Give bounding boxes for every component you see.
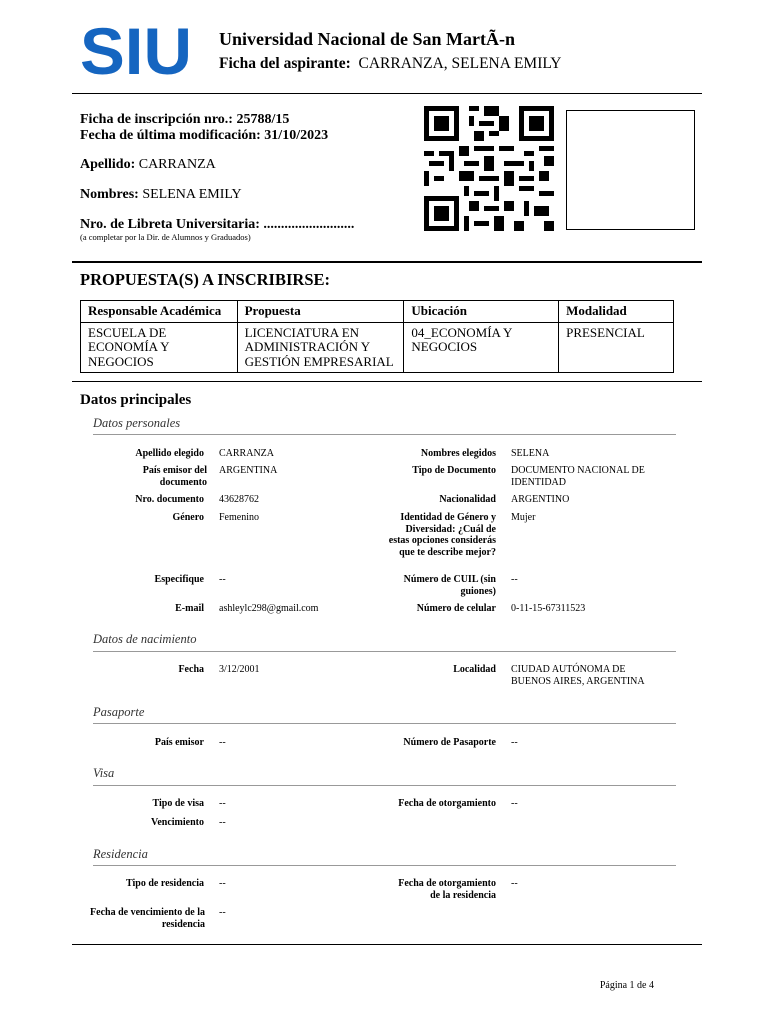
field-label: Especifique: [154, 574, 204, 585]
field-label: Nro. documento: [135, 494, 204, 505]
field-value: --: [219, 574, 226, 585]
section-title-visa: Visa: [93, 766, 115, 780]
field-value: SELENA: [511, 448, 550, 459]
section-divider: [93, 723, 676, 724]
field-value: --: [219, 737, 226, 748]
divider: [72, 944, 702, 945]
nombres-value: SELENA EMILY: [142, 187, 242, 202]
section-title-nacimiento: Datos de nacimiento: [93, 632, 197, 646]
table-cell: PRESENCIAL: [559, 323, 674, 373]
ficha-label: Ficha del aspirante:: [219, 55, 351, 72]
applicant-name: CARRANZA, SELENA EMILY: [358, 55, 562, 72]
field-value: Femenino: [219, 512, 259, 523]
propuestas-title: PROPUESTA(S) A INSCRIBIRSE:: [80, 270, 330, 289]
field-value: --: [219, 878, 226, 889]
libreta-line: Nro. de Libreta Universitaria: ..........................: [80, 217, 355, 232]
field-label: Vencimiento: [151, 817, 204, 828]
field-value: 3/12/2001: [219, 664, 260, 675]
field-value: --: [511, 574, 518, 585]
email-value: ashleylc298@gmail.com: [219, 603, 319, 614]
field-label: Género: [172, 512, 204, 523]
divider: [72, 93, 702, 94]
libreta-note: (a completar por la Dir. de Alumnos y Graduados): [80, 232, 251, 242]
column-header: Propuesta: [237, 301, 404, 323]
nombres-label: Nombres:: [80, 187, 139, 202]
nombres-line: [80, 187, 242, 203]
field-label: Número de CUIL (sin guiones): [403, 574, 496, 597]
table-header-row: [81, 301, 674, 323]
table-cell: 04_ECONOMÍA Y NEGOCIOS: [404, 323, 559, 373]
field-label: Tipo de residencia: [126, 878, 204, 889]
table-cell: LICENCIATURA EN ADMINISTRACIÓN Y GESTIÓN EMPRESARIAL: [237, 323, 404, 373]
field-value: --: [219, 907, 226, 918]
section-divider: [93, 651, 676, 652]
section-divider: [93, 865, 676, 866]
field-label: Fecha de vencimiento de la residencia: [90, 907, 205, 930]
field-label: Tipo de Documento: [412, 465, 496, 476]
field-value: ARGENTINO: [511, 494, 570, 505]
column-header: Responsable Académica: [81, 301, 238, 323]
field-value: CIUDAD AUTÓNOMA DE BUENOS AIRES, ARGENTINA: [511, 664, 645, 687]
divider: [72, 381, 702, 382]
field-label: País emisor del documento: [142, 465, 207, 488]
section-divider: [93, 434, 676, 435]
section-divider: [93, 785, 676, 786]
datos-principales-title: Datos principales: [80, 392, 192, 408]
field-label: Apellido elegido: [135, 448, 204, 459]
field-label: Tipo de visa: [152, 798, 204, 809]
field-label: Identidad de Género y Diversidad: ¿Cuál de estas opciones considerás que te describe mejor?: [388, 512, 496, 558]
field-label: Fecha: [178, 664, 204, 675]
section-title-residencia: Residencia: [93, 847, 148, 861]
siu-logo: [80, 24, 192, 78]
last-modified: Fecha de última modificación: 31/10/2023: [80, 128, 329, 143]
column-header: Modalidad: [559, 301, 674, 323]
field-label: Número de celular: [416, 603, 496, 614]
section-title-personales: Datos personales: [93, 416, 181, 430]
photo-box: [566, 110, 695, 230]
field-value: CARRANZA: [219, 448, 275, 459]
table-row: [81, 323, 674, 373]
apellido-label: Apellido:: [80, 157, 136, 172]
field-label: E-mail: [175, 603, 204, 614]
field-label: Localidad: [453, 664, 496, 675]
qr-code: [424, 106, 554, 231]
field-value: 43628762: [219, 494, 259, 505]
divider: [72, 261, 702, 263]
field-value: 0-11-15-67311523: [511, 603, 586, 614]
field-value: --: [511, 878, 518, 889]
field-label: Fecha de otorgamiento: [398, 798, 496, 809]
section-title-pasaporte: Pasaporte: [93, 705, 145, 719]
field-label: Fecha de otorgamiento de la residencia: [398, 878, 496, 901]
column-header: Ubicación: [404, 301, 559, 323]
svg-text:SIU: SIU: [80, 24, 192, 78]
field-value: Mujer: [511, 512, 536, 523]
field-label: Nacionalidad: [439, 494, 496, 505]
page-number: Página 1 de 4: [599, 980, 654, 991]
field-value: --: [219, 817, 226, 828]
applicant-heading: [219, 55, 561, 73]
inscription-number: Ficha de inscripción nro.: 25788/15: [80, 112, 290, 127]
field-value: ARGENTINA: [219, 465, 278, 476]
apellido-line: [80, 157, 216, 173]
university-name: Universidad Nacional de San MartÃ-n: [219, 29, 516, 49]
field-label: Nombres elegidos: [420, 448, 496, 459]
field-label: País emisor: [154, 737, 204, 748]
field-value: --: [511, 798, 518, 809]
field-value: --: [511, 737, 518, 748]
field-value: --: [219, 798, 226, 809]
table-cell: ESCUELA DE ECONOMÍA Y NEGOCIOS: [81, 323, 238, 373]
field-value: DOCUMENTO NACIONAL DE IDENTIDAD: [511, 465, 645, 488]
apellido-value: CARRANZA: [138, 157, 216, 172]
propuestas-table: [80, 300, 674, 373]
field-label: Número de Pasaporte: [403, 737, 496, 748]
